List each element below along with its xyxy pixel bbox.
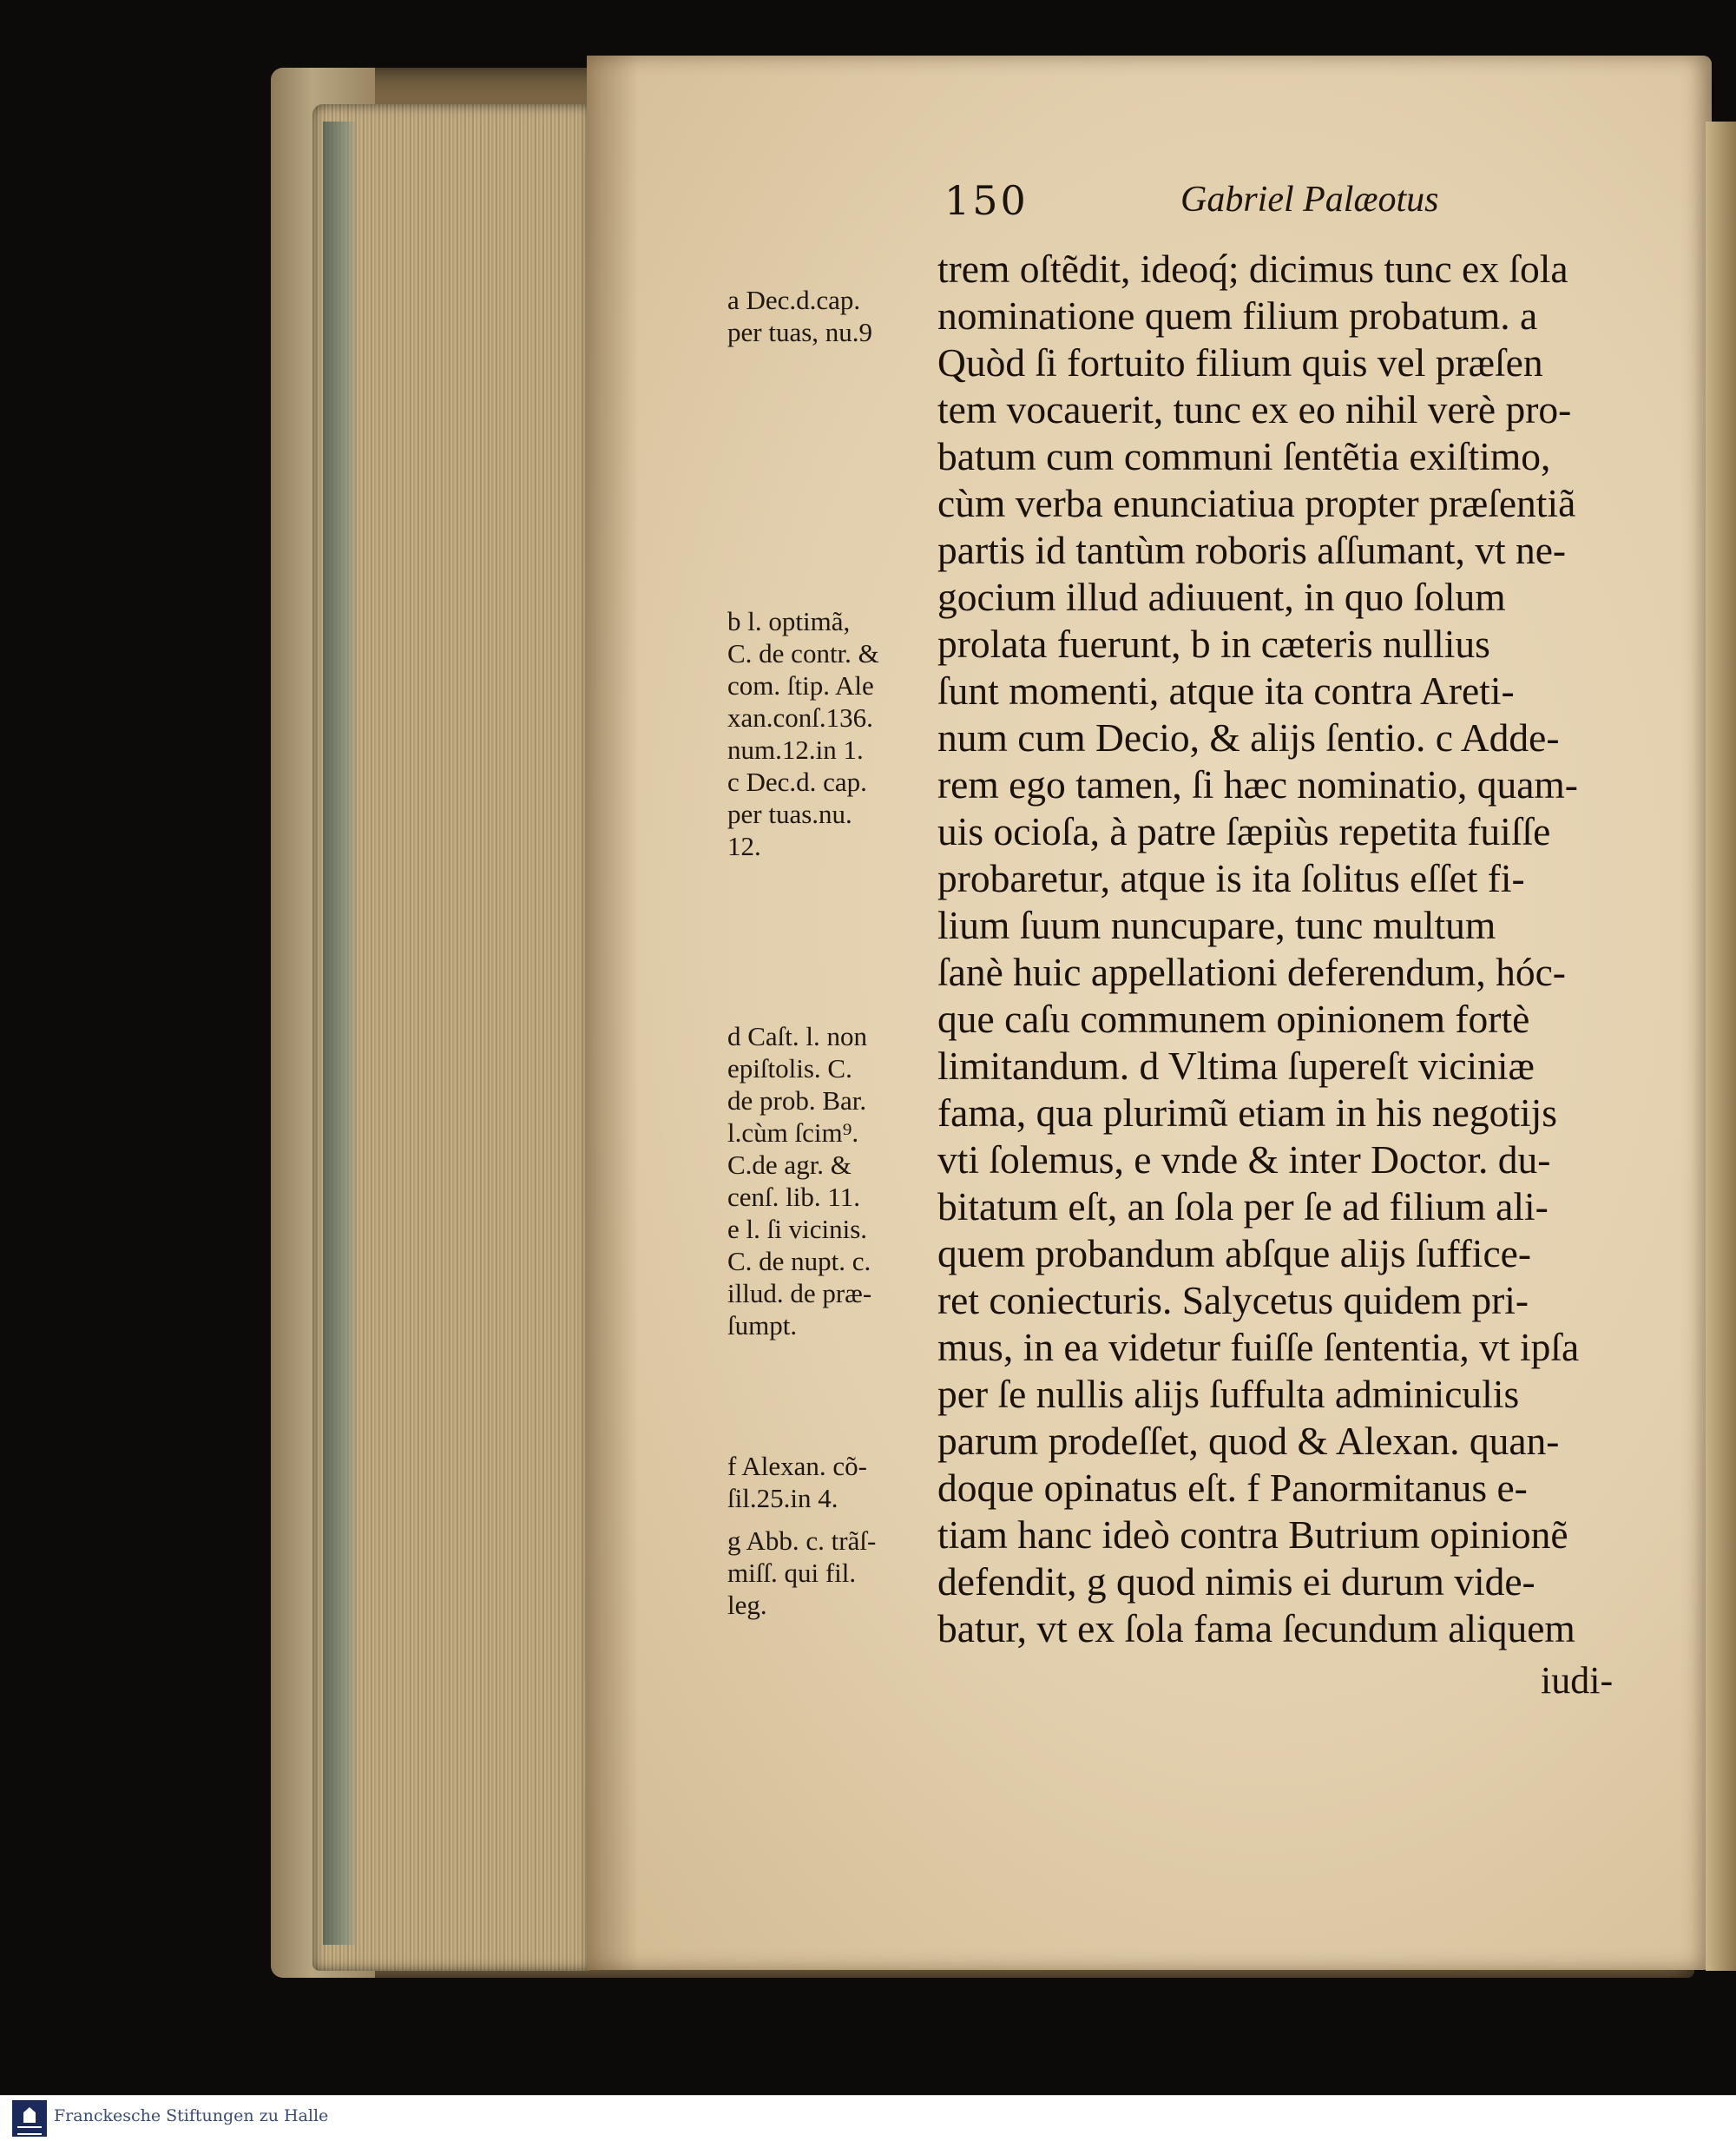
text-line: trem oſtẽdit, ideoq́; dicimus tunc ex ſola [937, 247, 1568, 291]
text-line: batum cum communi ſentẽtia exiſtimo, [937, 434, 1551, 478]
margin-note-line: leg. [727, 1590, 767, 1620]
text-line: doque opinatus eſt. f Panormitanus e- [937, 1466, 1528, 1510]
text-line: per ſe nullis alijs ſuffulta adminiculis [937, 1372, 1520, 1416]
text-line: nominatione quem filium probatum. a [937, 293, 1538, 338]
text-line: mus, in ea videtur fuiſſe ſententia, vt ipſa [937, 1325, 1580, 1369]
margin-note-line: d Caſt. l. non [727, 1021, 868, 1051]
margin-note-line: g Abb. c. trãſ- [727, 1525, 877, 1556]
text-line: cùm verba enunciatiua propter præſentiã [937, 481, 1576, 525]
margin-note-f [727, 1450, 936, 1514]
margin-note-a [727, 284, 936, 348]
text-line: num cum Decio, & alijs ſentio. c Adde- [937, 715, 1560, 760]
margin-note-line: C.de agr. & [727, 1150, 852, 1180]
margin-note-line: b l. optimã, [727, 606, 851, 636]
margin-note-line: 12. [727, 831, 761, 861]
margin-note-line: a Dec.d.cap. [727, 285, 861, 315]
institution-label[interactable]: Franckesche Stiftungen zu Halle [54, 2106, 329, 2125]
margin-note-line: cenſ. lib. 11. [727, 1182, 860, 1212]
margin-note-g [727, 1525, 936, 1621]
margin-note-line: l.cùm ſcim⁹. [727, 1117, 859, 1148]
margin-note-line: ſil.25.in 4. [727, 1483, 838, 1513]
text-line: ſanè huic appellationi deferendum, hóc- [937, 950, 1566, 994]
text-line: prolata fuerunt, b in cæteris nullius [937, 622, 1490, 666]
text-line: vti ſolemus, e vnde & inter Doctor. du- [937, 1137, 1551, 1182]
text-line: Quòd ſi fortuito filium quis vel præſen [937, 340, 1543, 385]
margin-note-c [727, 766, 936, 862]
text-line: ret coniecturis. Salycetus quidem pri- [937, 1278, 1529, 1322]
margin-note-line: xan.conſ.136. [727, 702, 873, 733]
text-line: que caſu communem opinionem fortè [937, 997, 1530, 1041]
margin-note-line: ſumpt. [727, 1310, 798, 1341]
text-line: batur, vt ex ſola fama ſecundum aliquem [937, 1606, 1575, 1650]
margin-note-line: c Dec.d. cap. [727, 767, 867, 797]
text-line: lium ſuum nuncupare, tunc multum [937, 903, 1496, 947]
text-line: probaretur, atque is ita ſolitus eſſet fi- [937, 856, 1525, 900]
page-number: 150 [944, 177, 1029, 224]
margin-note-b [727, 605, 936, 766]
margin-note-line: C. de nupt. c. [727, 1246, 871, 1276]
margin-note-line: de prob. Bar. [727, 1085, 867, 1116]
margin-note-line: C. de contr. & [727, 638, 879, 669]
page-gutter-shadow [587, 56, 639, 1970]
margin-note-line: per tuas, nu.9 [727, 317, 873, 347]
text-line: uis ocioſa, à patre ſæpiùs repetita fuiſſe [937, 809, 1551, 853]
catchword: iudi- [1541, 1659, 1614, 1702]
running-head: Gabriel Palæotus [1180, 180, 1439, 220]
institution-logo-icon[interactable] [12, 2100, 47, 2137]
text-line: tiam hanc ideò contra Butrium opinionẽ [937, 1512, 1568, 1557]
facing-page-edge [1706, 122, 1736, 1971]
text-line: gocium illud adiuuent, in quo ſolum [937, 575, 1506, 619]
fore-edge-shadow [323, 122, 358, 1945]
margin-note-line: epiſtolis. C. [727, 1053, 852, 1084]
text-line: partis id tantùm roboris aſſumant, vt ne- [937, 528, 1567, 572]
text-line: ſunt momenti, atque ita contra Areti- [937, 669, 1515, 713]
text-line: bitatum eſt, an ſola per ſe ad filium ali- [937, 1184, 1549, 1229]
text-line: defendit, g quod nimis ei durum vide- [937, 1559, 1535, 1604]
viewer-footer [0, 2095, 1736, 2141]
margin-note-line: per tuas.nu. [727, 799, 852, 829]
margin-note-line: com. ſtip. Ale [727, 670, 874, 701]
text-line: parum prodeſſet, quod & Alexan. quan- [937, 1419, 1560, 1463]
text-line: rem ego tamen, ſi hæc nominatio, quam- [937, 762, 1578, 807]
text-line: limitandum. d Vltima ſupereſt viciniæ [937, 1044, 1535, 1088]
margin-note-line: miſſ. qui fil. [727, 1558, 857, 1588]
text-line: tem vocauerit, tunc ex eo nihil verè pro- [937, 387, 1572, 431]
margin-note-d [727, 1020, 936, 1213]
text-line: fama, qua plurimũ etiam in his negotijs [937, 1090, 1557, 1135]
margin-note-e [727, 1213, 936, 1341]
margin-note-line: illud. de præ- [727, 1278, 872, 1308]
margin-note-line: e l. ſi vicinis. [727, 1214, 868, 1244]
page-header [929, 174, 1536, 234]
text-line: quem probandum abſque alijs ſuffice- [937, 1231, 1531, 1275]
margin-note-line: f Alexan. cõ- [727, 1451, 867, 1481]
margin-note-line: num.12.in 1. [727, 735, 864, 765]
